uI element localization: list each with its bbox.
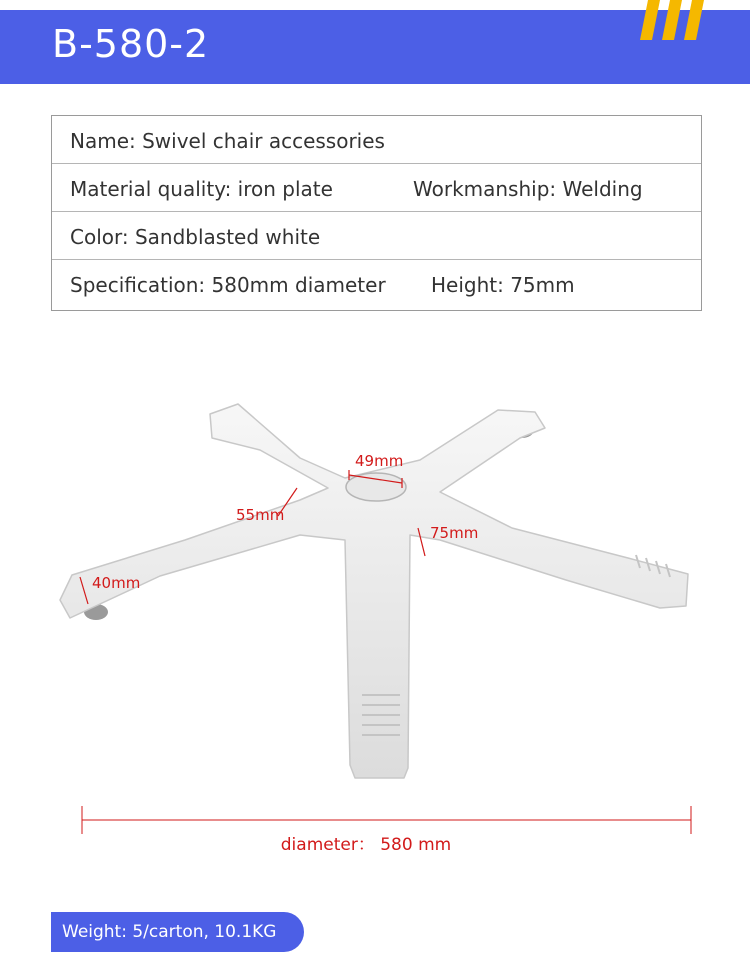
spec-table [51, 115, 702, 311]
spec-row-specification [52, 260, 701, 310]
spec-name: Name: Swivel chair accessories [70, 129, 385, 153]
spec-workmanship: Workmanship: Welding [413, 177, 643, 201]
spec-material: Material quality: iron plate [70, 177, 333, 201]
dim-tip-width-label: 40mm [92, 574, 141, 592]
spec-specification: Specification: 580mm diameter [70, 273, 386, 297]
chair-base-image [0, 370, 750, 840]
decorative-stripes-icon [638, 0, 718, 40]
weight-badge: Weight: 5/carton, 10.1KG [51, 912, 304, 952]
spec-row-color [52, 212, 701, 260]
spec-color: Color: Sandblasted white [70, 225, 321, 249]
page-title: B-580-2 [52, 22, 210, 66]
diameter-caption: diameter： 580 mm [280, 835, 452, 855]
spec-row-material [52, 164, 701, 212]
dim-arm-width-label: 55mm [236, 506, 285, 524]
spec-row-name [52, 116, 701, 164]
spec-height: Height: 75mm [431, 273, 575, 297]
dim-center-hole-label: 49mm [355, 452, 404, 470]
dim-height-label: 75mm [430, 524, 479, 542]
